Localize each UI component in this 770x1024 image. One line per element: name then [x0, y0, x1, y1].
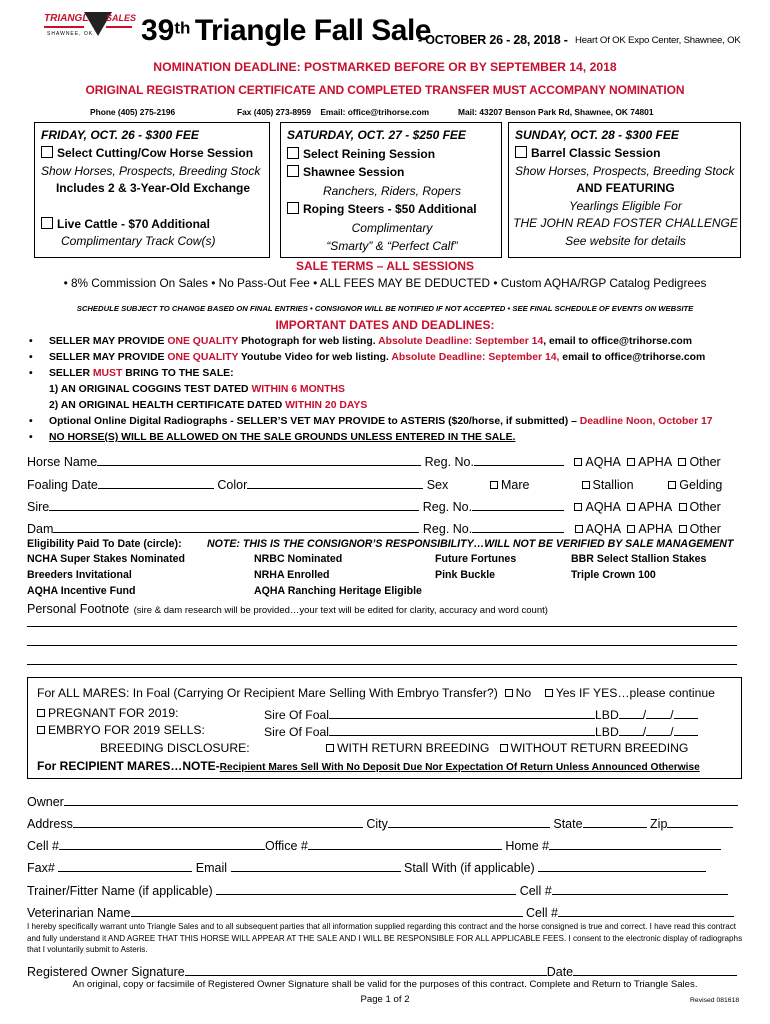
apha-checkbox[interactable]	[627, 458, 635, 466]
page-number: Page 1 of 2	[360, 994, 410, 1005]
checkbox-icon[interactable]	[287, 165, 299, 177]
apha-checkbox[interactable]	[627, 525, 635, 533]
title-text: Triangle Fall Sale	[194, 14, 431, 47]
sunday-sub4: THE JOHN READ FOSTER CHALLENGE	[513, 216, 738, 230]
sale-terms-line: • 8% Commission On Sales • No Pass-Out Fee • ALL FEES MAY BE DEDUCTED • Custom AQHA/RGP Catalog Pedigrees	[63, 276, 707, 290]
pregnant-checkbox[interactable]	[37, 709, 45, 717]
title-sup: th	[174, 18, 191, 38]
friday-sub3: Complimentary Track Cow(s)	[61, 234, 216, 248]
eligibility-r2c3[interactable]: Pink Buckle	[435, 569, 496, 581]
sunday-barrel[interactable]: Barrel Classic Session	[515, 146, 660, 161]
sale-terms-title: SALE TERMS – ALL SESSIONS	[295, 259, 475, 273]
office-field[interactable]	[308, 837, 502, 850]
address-field[interactable]	[73, 815, 363, 828]
trainer-field[interactable]	[216, 882, 516, 895]
eligibility-r1c1[interactable]: NCHA Super Stakes Nominated	[27, 553, 185, 565]
saturday-reining[interactable]: Select Reining Session	[287, 147, 435, 162]
nomination-deadline: NOMINATION DEADLINE: POSTMARKED BEFORE OR BY SEPTEMBER 14, 2018	[153, 60, 617, 74]
logo-sub-text: SHAWNEE, OK	[47, 31, 94, 37]
owner-field[interactable]	[64, 793, 738, 806]
trainer-cell-field[interactable]	[552, 882, 728, 895]
saturday-day: SATURDAY, OCT. 27 - $250 FEE	[287, 128, 466, 142]
eligibility-r3c1[interactable]: AQHA Incentive Fund	[27, 585, 136, 597]
session-box-sunday	[508, 122, 741, 258]
cell-field[interactable]	[59, 837, 265, 850]
aqha-checkbox[interactable]	[574, 503, 582, 511]
without-return-checkbox[interactable]	[500, 744, 508, 752]
embryo-row: EMBRYO FOR 2019 SELLS:	[37, 723, 205, 737]
trainer-row: Trainer/Fitter Name (if applicable) Cell #	[27, 882, 728, 898]
mare-checkbox[interactable]	[490, 481, 498, 489]
zip-field[interactable]	[667, 815, 733, 828]
recipient-note: For RECIPIENT MARES…NOTE-Recipient Mares Sell With No Deposit Due Nor Expectation Of Return Unless Announced Otherwise	[37, 759, 700, 773]
sire-field[interactable]	[49, 498, 419, 511]
footnote-label: Personal Footnote	[27, 602, 130, 616]
logo-top-text: TRIANGLE	[44, 13, 96, 24]
friday-day: FRIDAY, OCT. 26 - $300 FEE	[41, 128, 199, 142]
checkbox-icon[interactable]	[515, 146, 527, 158]
phones-row: Cell # Office # Home #	[27, 837, 721, 853]
horse-name-field[interactable]	[97, 453, 421, 466]
footnote-line-1[interactable]	[27, 626, 737, 627]
footnote-line-3[interactable]	[27, 664, 737, 665]
dam-reg-field[interactable]	[472, 520, 564, 533]
embryo-checkbox[interactable]	[37, 726, 45, 734]
mares-question: For ALL MARES: In Foal (Carrying Or Recipient Mare Selling With Embryo Transfer?) No Yes IF YES…please continue	[37, 686, 715, 700]
foaling-row: Foaling Date Color Sex Mare Stallion Gelding	[27, 478, 723, 492]
vet-row: Veterinarian Name Cell #	[27, 904, 734, 920]
apha-checkbox[interactable]	[627, 503, 635, 511]
sale-dates: - OCTOBER 26 - 28, 2018 -	[418, 33, 568, 47]
list-item: • NO HORSE(S) WILL BE ALLOWED ON THE SALE GROUNDS UNLESS ENTERED IN THE SALE.	[29, 432, 516, 443]
embryo-sire-row: Sire Of Foal LBD / /	[264, 723, 698, 739]
logo-right-text: SALES	[106, 13, 137, 23]
dam-row: Dam Reg. No. AQHA APHA Other	[27, 522, 721, 536]
original-copy-note: An original, copy or facsimile of Registered Owner Signature shall be valid for the purposes of this contract. Complete and Return to Triangle Sales.	[72, 979, 698, 990]
with-return-checkbox[interactable]	[326, 744, 334, 752]
mares-box	[27, 677, 742, 779]
friday-live-cattle[interactable]: Live Cattle - $70 Additional	[41, 217, 210, 232]
pregnant-sire-row: Sire Of Foal LBD / /	[264, 706, 698, 722]
yes-checkbox[interactable]	[545, 689, 553, 697]
checkbox-icon[interactable]	[41, 146, 53, 158]
pregnant-row: PREGNANT FOR 2019:	[37, 706, 179, 720]
checkbox-icon[interactable]	[287, 147, 299, 159]
original-registration-note: ORIGINAL REGISTRATION CERTIFICATE AND COMPLETED TRANSFER MUST ACCOMPANY NOMINATION	[85, 83, 685, 97]
saturday-sub1: Ranchers, Riders, Ropers	[322, 184, 462, 198]
embryo-sire-field[interactable]	[329, 723, 595, 736]
saturday-sub3: “Smarty” & “Perfect Calf”	[326, 239, 458, 253]
state-field[interactable]	[583, 815, 647, 828]
friday-select-cutting[interactable]: Select Cutting/Cow Horse Session	[41, 146, 253, 161]
sunday-sub5: See website for details	[565, 234, 686, 248]
sire-row: Sire Reg. No. AQHA APHA Other	[27, 500, 721, 514]
eligibility-r3c2[interactable]: AQHA Ranching Heritage Eligible	[254, 585, 422, 597]
vet-field[interactable]	[131, 904, 523, 917]
phone: Phone (405) 275-2196	[90, 107, 176, 117]
date-field[interactable]	[573, 963, 737, 976]
sunday-sub1: Show Horses, Prospects, Breeding Stock	[515, 164, 735, 178]
footnote-row	[27, 600, 548, 618]
color-field[interactable]	[247, 476, 423, 489]
aqha-checkbox[interactable]	[575, 525, 583, 533]
other-checkbox[interactable]	[679, 525, 687, 533]
important-list	[24, 334, 754, 446]
warranty-text: I hereby specifically warrant unto Triangle Sales and to all subsequent parties that all information supplied regarding this contract and the horse consigned is true and correct. I have read this contract and fully understand it AND AGREE THAT THIS HORSE WILL APPEAR AT THE SALE AND I WILL BE RESPONSIBLE FOR ALL APPLICABLE FEES. I consent to the electronic display of radiographs that I voluntarily submit to Asteris.	[27, 922, 743, 954]
eligibility-label: Eligibility Paid To Date (circle):	[27, 538, 182, 550]
city-field[interactable]	[388, 815, 550, 828]
foaling-date-field[interactable]	[98, 476, 214, 489]
schedule-note: SCHEDULE SUBJECT TO CHANGE BASED ON FINAL ENTRIES • CONSIGNOR WILL BE NOTIFIED IF NOT ACCEPTED • SEE FINAL SCHEDULE OF EVENTS ON WEBSITE	[76, 304, 694, 313]
friday-sub2: Includes 2 & 3-Year-Old Exchange	[55, 181, 251, 195]
list-item: • Optional Online Digital Radiographs - SELLER’S VET MAY PROVIDE to ASTERIS ($20/horse, if submitted) – Deadline Noon, October 17	[29, 416, 713, 427]
vet-cell-field[interactable]	[558, 904, 734, 917]
saturday-roping-steers[interactable]: Roping Steers - $50 Additional	[287, 202, 477, 217]
dam-field[interactable]	[53, 520, 419, 533]
signature-field[interactable]	[185, 963, 547, 976]
home-field[interactable]	[549, 837, 721, 850]
eligibility-r2c2[interactable]: NRHA Enrolled	[254, 569, 330, 581]
list-item: • SELLER MAY PROVIDE ONE QUALITY Photograph for web listing. Absolute Deadline: September 14, email to office@trihorse.com	[29, 336, 692, 347]
eligibility-r1c4[interactable]: BBR Select Stallion Stakes	[571, 553, 707, 565]
list-item: • SELLER MAY PROVIDE ONE QUALITY Youtube Video for web listing. Absolute Deadline: September 14, email to office@trihorse.com	[29, 352, 706, 363]
horse-name-row: Horse Name Reg. No. AQHA APHA Other	[27, 455, 721, 469]
revised-code: Revised 081618	[690, 997, 740, 1004]
saturday-sub2: Complimentary	[351, 221, 433, 235]
eligibility-r2c4[interactable]: Triple Crown 100	[571, 569, 656, 581]
sale-venue: Heart Of OK Expo Center, Shawnee, OK	[575, 35, 741, 46]
sunday-sub3: Yearlings Eligible For	[569, 199, 682, 213]
friday-sub1: Show Horses, Prospects, Breeding Stock	[41, 164, 261, 178]
owner-row: Owner	[27, 793, 738, 809]
saturday-shawnee[interactable]: Shawnee Session	[287, 165, 404, 180]
no-checkbox[interactable]	[505, 689, 513, 697]
eligibility-r2c1[interactable]: Breeders Invitational	[27, 569, 132, 581]
footnote-line-2[interactable]	[27, 645, 737, 646]
session-box-saturday	[280, 122, 502, 258]
breeding-options: WITH RETURN BREEDING WITHOUT RETURN BREEDING	[326, 741, 688, 755]
eligibility-r1c2[interactable]: NRBC Nominated	[254, 553, 343, 565]
sunday-day: SUNDAY, OCT. 28 - $300 FEE	[515, 128, 679, 142]
stallion-checkbox[interactable]	[582, 481, 590, 489]
aqha-checkbox[interactable]	[574, 458, 582, 466]
eligibility-note: NOTE: THIS IS THE CONSIGNOR’S RESPONSIBILITY…WILL NOT BE VERIFIED BY SALE MANAGEMENT	[207, 538, 734, 550]
pregnant-sire-field[interactable]	[329, 706, 595, 719]
fax-field[interactable]	[58, 859, 192, 872]
title-number: 39	[141, 14, 175, 47]
other-checkbox[interactable]	[678, 458, 686, 466]
email-field[interactable]	[231, 859, 401, 872]
gelding-checkbox[interactable]	[668, 481, 676, 489]
fax-email: Fax (405) 273-8959 Email: office@trihorse.com	[237, 107, 430, 117]
other-checkbox[interactable]	[679, 503, 687, 511]
fax-row: Fax# Email Stall With (if applicable)	[27, 859, 706, 875]
important-dates-title: IMPORTANT DATES AND DEADLINES:	[275, 318, 495, 332]
address-row: Address City State Zip	[27, 815, 733, 831]
checkbox-icon[interactable]	[41, 217, 53, 229]
list-item: • SELLER MUST BRING TO THE SALE: 1) AN ORIGINAL COGGINS TEST DATED WITHIN 6 MONTHS 2) AN ORIGINAL HEALTH CERTIFICATE DATED WITHIN 20 DAYS	[29, 368, 368, 411]
checkbox-icon[interactable]	[287, 202, 299, 214]
footnote-note: (sire & dam research will be provided…your text will be edited for clarity, accuracy and word count)	[133, 605, 548, 616]
signature-row: Registered Owner Signature Date	[27, 963, 737, 979]
sire-reg-field[interactable]	[472, 498, 564, 511]
mailing-address: Mail: 43207 Benson Park Rd, Shawnee, OK 74801	[458, 107, 654, 117]
stall-field[interactable]	[538, 859, 706, 872]
eligibility-r1c3[interactable]: Future Fortunes	[435, 553, 517, 565]
horse-reg-field[interactable]	[474, 453, 564, 466]
sunday-sub2: AND FEATURING	[576, 181, 675, 195]
page-title	[141, 14, 431, 48]
session-box-friday	[34, 122, 270, 258]
breeding-disclosure-label: BREEDING DISCLOSURE:	[100, 741, 250, 755]
logo	[44, 10, 137, 44]
